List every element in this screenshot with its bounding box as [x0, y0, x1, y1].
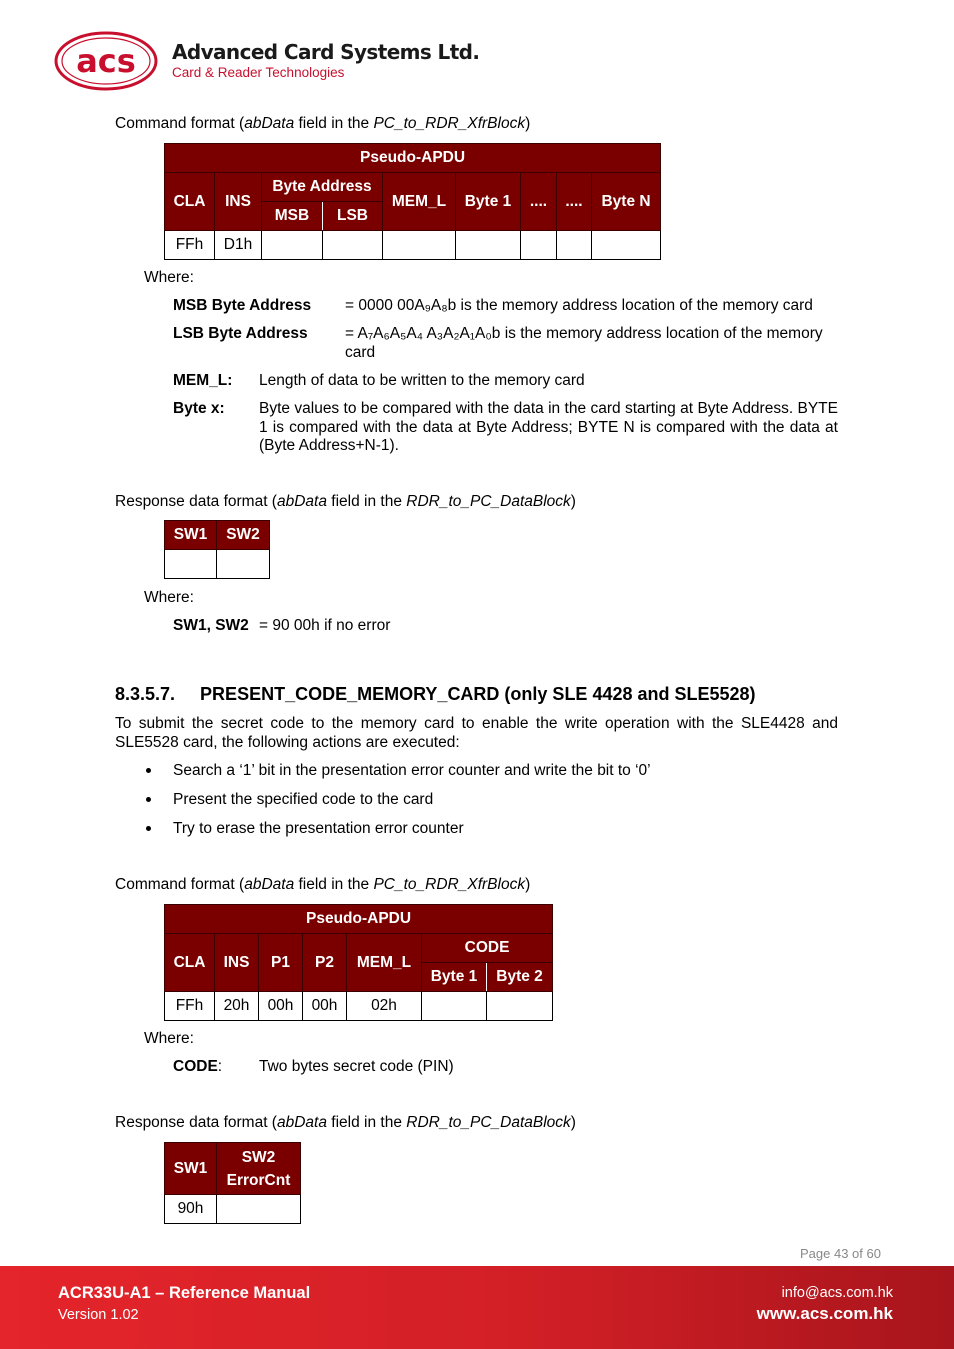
code-text: Two bytes secret code (PIN) [259, 1058, 454, 1075]
bullet-dot-3 [146, 826, 151, 831]
bullet-dot-2 [146, 797, 151, 802]
command-apdu-table [164, 143, 661, 260]
response-table-2 [164, 1142, 301, 1224]
bullet-item-2: Present the specified code to the card [173, 791, 434, 808]
cell-ins: D1h [215, 231, 262, 260]
where-label-3: Where: [144, 1030, 194, 1047]
present-code-apdu-table [164, 904, 553, 1021]
cell-code-byte-2 [487, 992, 553, 1021]
header-mem-l-2: MEM_L [347, 934, 422, 992]
company-name: Advanced Card Systems Ltd. [172, 40, 480, 64]
header-byte-address: Byte Address [262, 173, 383, 202]
footer-website[interactable]: www.acs.com.hk [756, 1304, 893, 1323]
sw-label: SW1, SW2 [173, 617, 249, 634]
bullet-dot-1 [146, 768, 151, 773]
cell-mem-l-2: 02h [347, 992, 422, 1021]
lsb-byte-address-label: LSB Byte Address [173, 325, 308, 342]
header-cla-2: CLA [165, 934, 215, 992]
msb-byte-address-label: MSB Byte Address [173, 297, 312, 314]
header-pseudo-apdu-2: Pseudo-APDU [165, 905, 553, 934]
command-format-intro: Command format (abData field in the PC_to_RDR_XfrBlock) [115, 115, 531, 132]
cell-dots-2 [557, 231, 592, 260]
header-sw1-2: SW1 [165, 1143, 217, 1195]
header-code: CODE [422, 934, 553, 963]
response-format-intro-2: Response data format (abData field in the RDR_to_PC_DataBlock) [115, 1114, 576, 1131]
header-pseudo-apdu: Pseudo-APDU [165, 144, 661, 173]
section-heading: 8.3.5.7. PRESENT_CODE_MEMORY_CARD (only SLE 4428 and SLE5528) [115, 684, 756, 704]
bullet-item-1: Search a ‘1’ bit in the presentation error counter and write the bit to ‘0’ [173, 762, 651, 779]
cell-byte-n [592, 231, 661, 260]
header-dots-1: .... [521, 173, 557, 231]
header-code-byte-2: Byte 2 [487, 963, 553, 992]
header-msb: MSB [262, 202, 323, 231]
where-label-2: Where: [144, 589, 194, 606]
header-p2: P2 [303, 934, 347, 992]
bullet-item-3: Try to erase the presentation error counter [173, 820, 464, 837]
byte-x-label: Byte x: [173, 400, 225, 417]
header-dots-2: .... [557, 173, 592, 231]
where-label: Where: [144, 269, 194, 286]
header-p1: P1 [259, 934, 303, 992]
lsb-byte-address-text-cont: card [345, 344, 376, 361]
cell-sw1-2: 90h [165, 1195, 217, 1224]
cell-ins-2: 20h [215, 992, 259, 1021]
header-code-byte-1: Byte 1 [422, 963, 487, 992]
footer-doc-title: ACR33U-A1 – Reference Manual [58, 1284, 311, 1302]
cell-lsb [323, 231, 383, 260]
header-lsb: LSB [323, 202, 383, 231]
footer-email[interactable]: info@acs.com.hk [781, 1285, 893, 1301]
lsb-byte-address-text: = A₇A₆A₅A₄ A₃A₂A₁A₀b is the memory address location of the memory [345, 325, 823, 342]
mem-l-text: Length of data to be written to the memory card [259, 372, 585, 389]
header-byte-1: Byte 1 [456, 173, 521, 231]
cell-p2: 00h [303, 992, 347, 1021]
cell-p1: 00h [259, 992, 303, 1021]
footer-bar [0, 1266, 954, 1349]
cell-byte-1 [456, 231, 521, 260]
byte-x-text: Byte values to be compared with the data in the card starting at Byte Address. BYTE 1 is compared with the data at Byte Address; BYTE N is compared with the data at (Byte Address+N-1). [259, 400, 838, 454]
mem-l-label: MEM_L: [173, 372, 233, 389]
cell-code-byte-1 [422, 992, 487, 1021]
cell-sw1 [165, 550, 217, 579]
page-number: Page 43 of 60 [800, 1246, 881, 1261]
header-cla: CLA [165, 173, 215, 231]
section-intro: To submit the secret code to the memory card to enable the write operation with the SLE4428 and SLE5528 card, the following actions are executed: [115, 715, 838, 751]
header-ins: INS [215, 173, 262, 231]
response-format-intro: Response data format (abData field in the RDR_to_PC_DataBlock) [115, 493, 576, 510]
response-table [164, 520, 270, 579]
code-label-line: CODE: [173, 1058, 223, 1075]
acs-logo [54, 30, 160, 94]
code-label: CODE [173, 1058, 218, 1075]
cell-dots-1 [521, 231, 557, 260]
header-sw1: SW1 [165, 521, 217, 550]
company-tagline: Card & Reader Technologies [172, 65, 345, 80]
header-sw2: SW2 [217, 521, 270, 550]
header-sw2-errorcnt: SW2 ErrorCnt [217, 1143, 301, 1195]
cell-msb [262, 231, 323, 260]
msb-byte-address-text: = 0000 00A₉A₈b is the memory address location of the memory card [345, 297, 813, 314]
cell-cla-2: FFh [165, 992, 215, 1021]
header-mem-l: MEM_L [383, 173, 456, 231]
cell-sw2 [217, 550, 270, 579]
header-ins-2: INS [215, 934, 259, 992]
header-byte-n: Byte N [592, 173, 661, 231]
sw-text: = 90 00h if no error [259, 617, 391, 634]
cell-mem-l [383, 231, 456, 260]
command-format-intro-2: Command format (abData field in the PC_to_RDR_XfrBlock) [115, 876, 531, 893]
cell-cla: FFh [165, 231, 215, 260]
cell-sw2-errorcnt [217, 1195, 301, 1224]
logo-text: acs [76, 42, 136, 80]
footer-version: Version 1.02 [58, 1307, 139, 1323]
